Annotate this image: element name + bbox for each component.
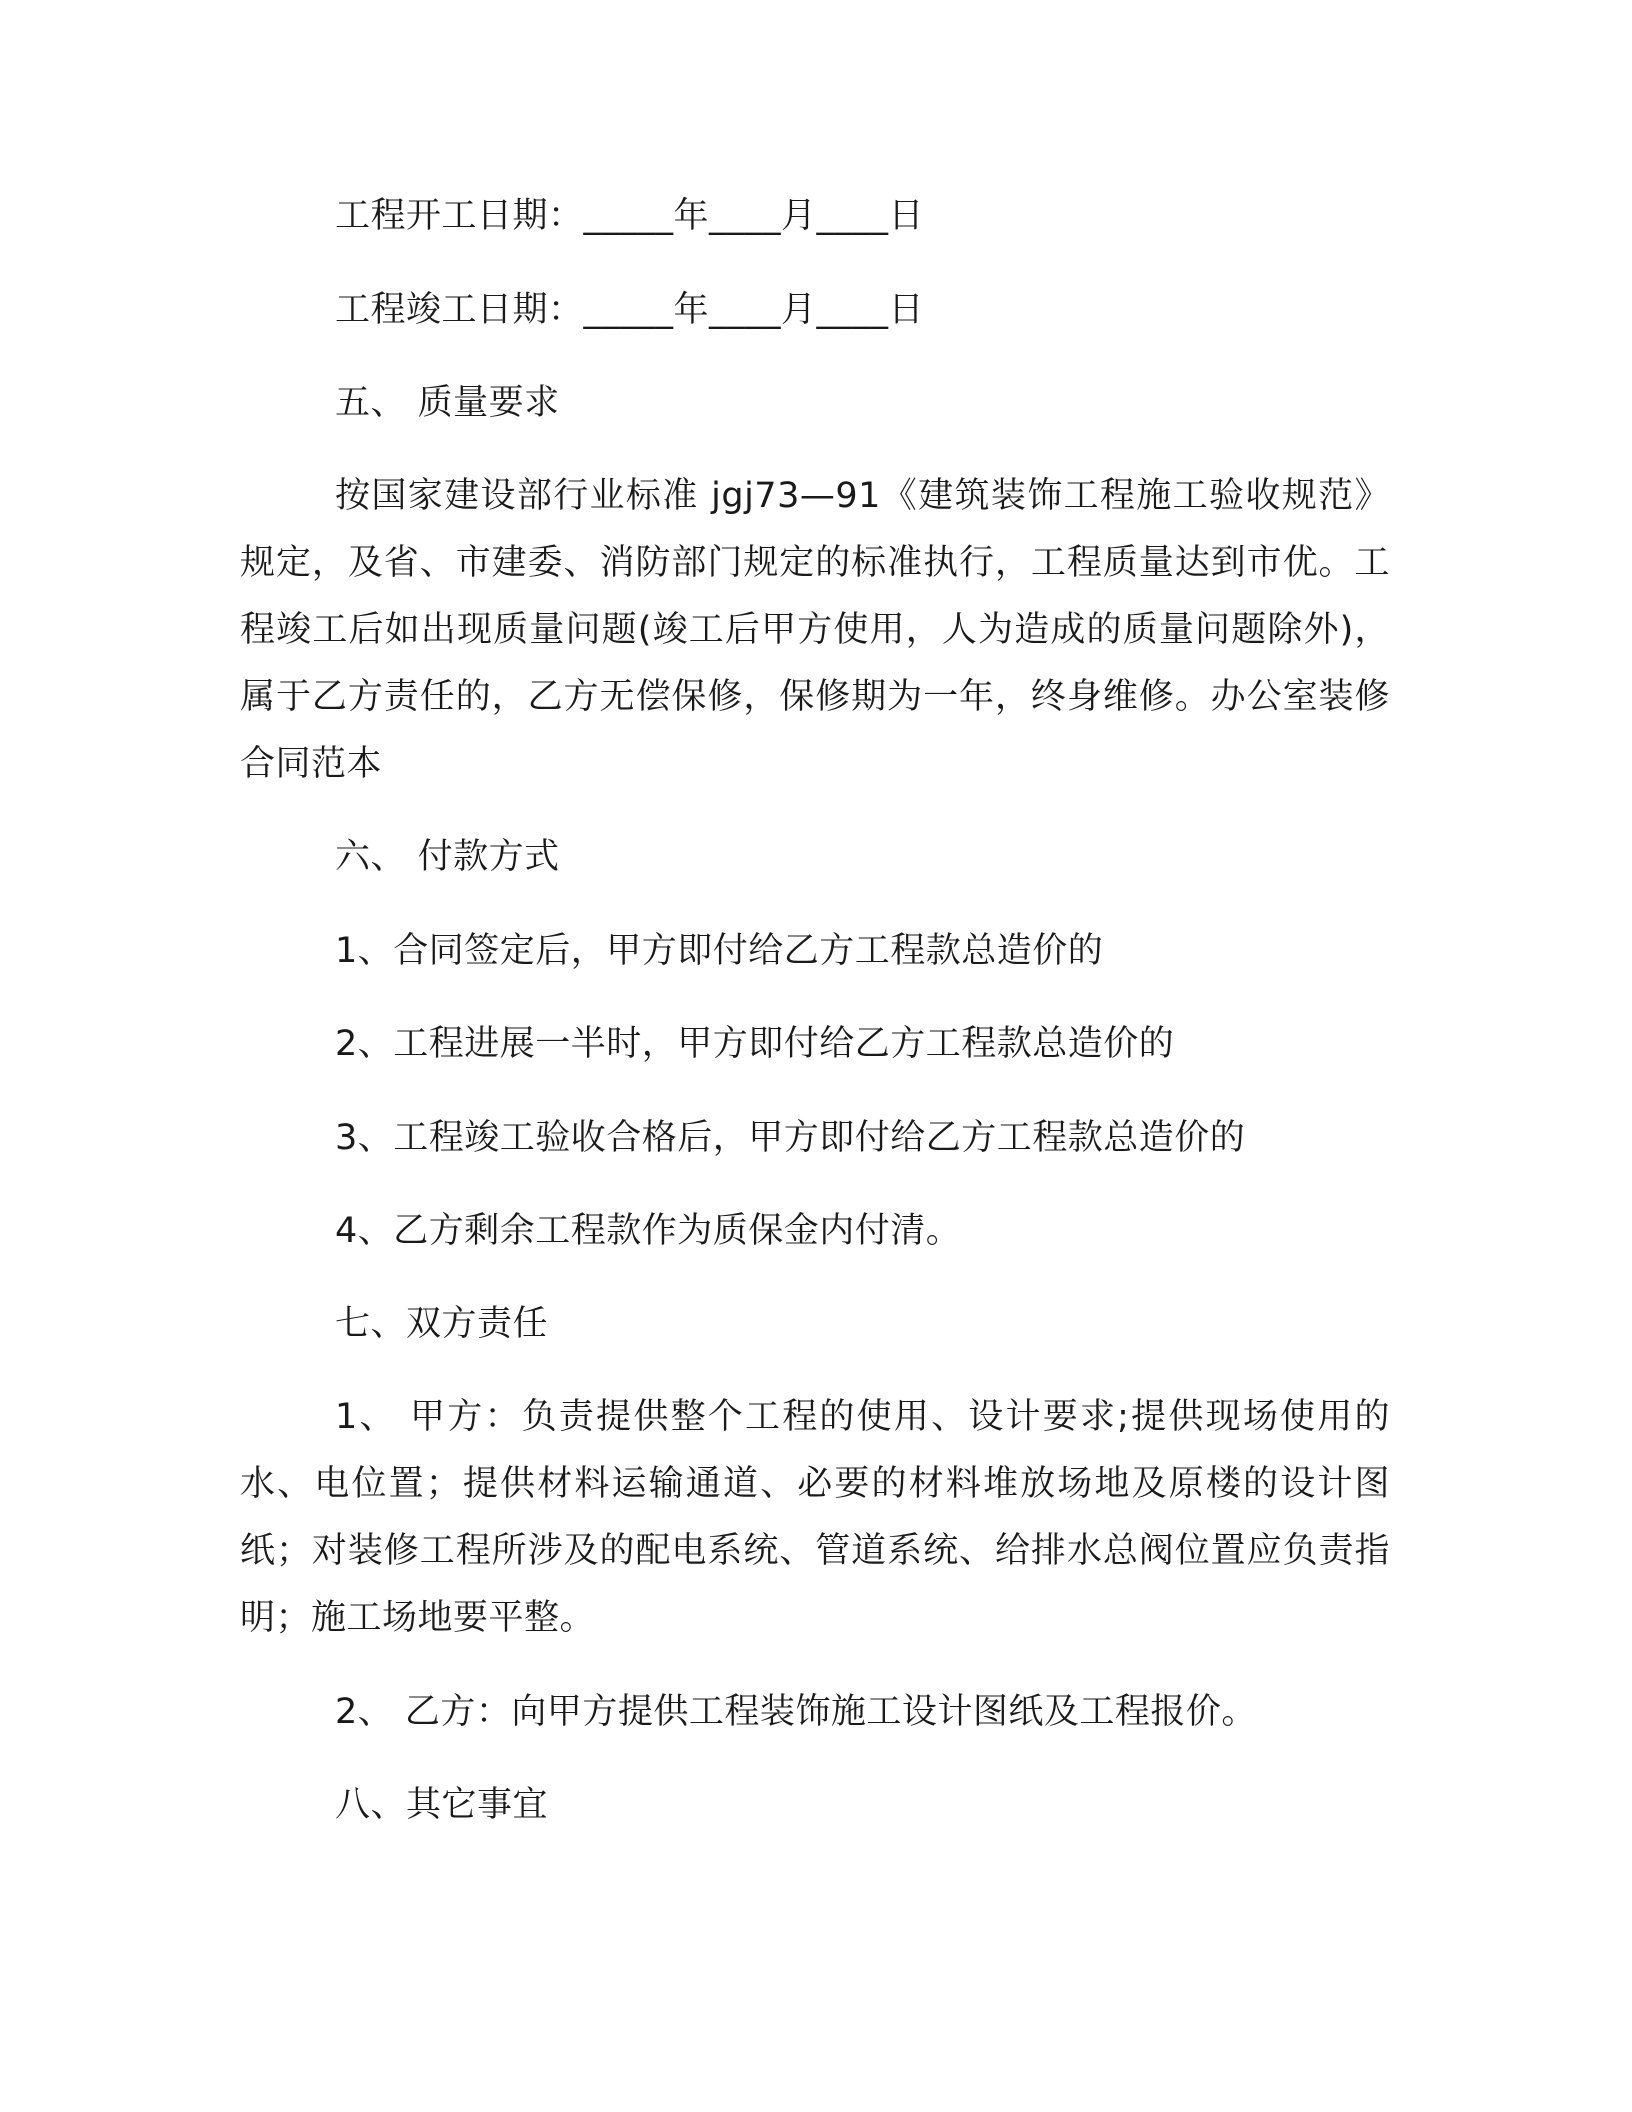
payment-item-2: 2、工程进展一半时，甲方即付给乙方工程款总造价的	[335, 1024, 1175, 1064]
payment-item-4: 4、乙方剩余工程款作为质保金内付清。	[335, 1211, 962, 1251]
section-5-paragraph: 按国家建设部行业标准 jgj73—91《建筑装饰工程施工验收规范》规定，及省、市建委、消防部门规定的标准执行，工程质量达到市优。工程竣工后如出现质量问题(竣工后甲方使用，人为造成的质量问题除外)，属于乙方责任的，乙方无偿保修，保修期为一年，终身维修。办公室装修合同范本	[240, 476, 1390, 784]
party-b-responsibility: 2、 乙方：向甲方提供工程装饰施工设计图纸及工程报价。	[335, 1692, 1257, 1732]
payment-item-1: 1、合同签定后，甲方即付给乙方工程款总造价的	[335, 931, 1104, 971]
section-5-heading: 五、 质量要求	[335, 383, 560, 423]
start-date-line: 工程开工日期：_____年____月____日	[335, 196, 925, 236]
section-6-heading: 六、 付款方式	[335, 837, 560, 877]
party-a-responsibility: 1、 甲方：负责提供整个工程的使用、设计要求;提供现场使用的水、电位置；提供材料运输通道、必要的材料堆放场地及原楼的设计图纸；对装修工程所涉及的配电系统、管道系统、给排水总阀位置应负责指明；施工场地要平整。	[240, 1397, 1390, 1638]
section-7-heading: 七、双方责任	[335, 1304, 549, 1344]
payment-item-3: 3、工程竣工验收合格后，甲方即付给乙方工程款总造价的	[335, 1118, 1246, 1158]
section-8-heading: 八、其它事宜	[335, 1785, 549, 1825]
end-date-line: 工程竣工日期：_____年____月____日	[335, 290, 925, 330]
